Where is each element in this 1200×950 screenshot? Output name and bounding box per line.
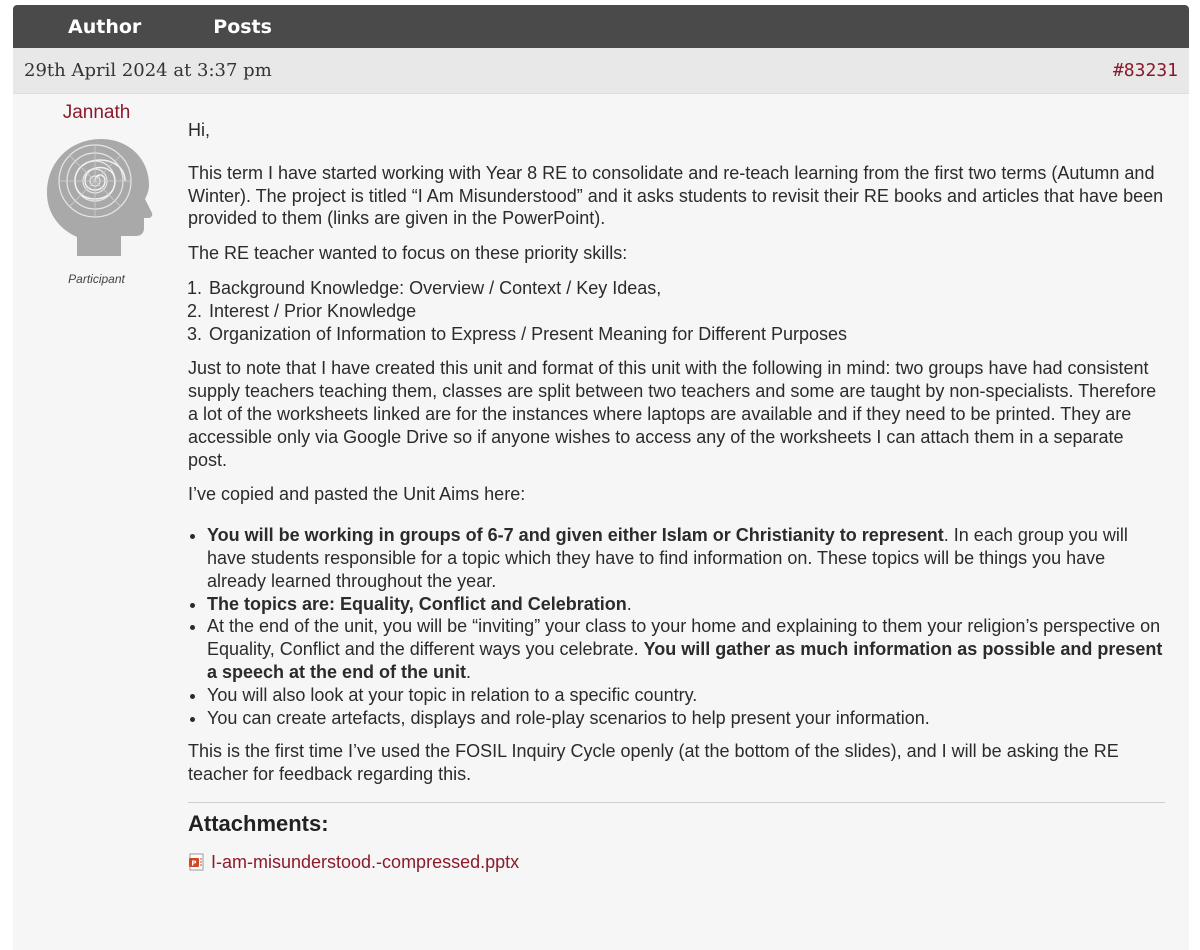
aim-bold: The topics are: Equality, Conflict and Celebration — [207, 593, 627, 614]
list-item: 3. Organization of Information to Express / Present Meaning for Different Purposes — [207, 323, 1166, 346]
aim-text: . — [466, 661, 472, 682]
copied-text: I’ve copied and pasted the Unit Aims here: — [188, 484, 526, 505]
attachment-link[interactable]: I-am-misunderstood.-compressed.pptx — [211, 851, 520, 872]
post-header — [13, 48, 1189, 94]
avatar[interactable] — [41, 133, 153, 258]
forum-thread — [13, 5, 1189, 950]
list-item — [207, 615, 1166, 683]
aim-text: . In each group you will have students responsible for a topic which they have to find information on. These topics will be things you have already learned throughout the year. — [207, 525, 1128, 591]
post-content — [188, 94, 1166, 874]
post-date: 29th April 2024 at 3:37 pm — [24, 60, 272, 81]
attachments-heading: Attachments: — [188, 810, 329, 836]
list-item: • You will also look at your topic in relation to a specific country. — [207, 684, 1166, 707]
list-item — [207, 524, 1166, 592]
skills-intro: The RE teacher wanted to focus on these priority skills: — [188, 243, 628, 264]
unit-aims-list — [188, 524, 1166, 729]
list-item — [207, 593, 1166, 616]
aim-bold: You will gather as much information as possible and present a speech at the end of the unit — [207, 639, 1163, 682]
list-item: 2. Interest / Prior Knowledge — [207, 300, 1166, 323]
list-item: • You can create artefacts, displays and role-play scenarios to help present your information. — [207, 707, 1166, 730]
skills-list — [188, 277, 1166, 345]
author-role: Participant — [68, 272, 125, 286]
posts-column-header: Posts — [213, 15, 272, 38]
powerpoint-file-icon — [188, 853, 206, 871]
final-paragraph: This is the first time I’ve used the FOSIL Inquiry Cycle openly (at the bottom of the slides), and I will be asking the RE teacher for feedback regarding this. — [188, 741, 1119, 785]
intro-paragraph: This term I have started working with Year 8 RE to consolidate and re-teach learning from the first two terms (Autumn and Winter). The project is titled “I Am Misunderstood” and it asks students to revisit their RE books and articles that have been provided to them (links are given in the PowerPoint). — [188, 162, 1164, 229]
svg-text:P: P — [191, 859, 197, 868]
aim-text: . — [626, 593, 632, 614]
aim-text: At the end of the unit, you will be “inviting” your class to your home and explaining to them your religion’s perspective on Equality, Conflict and the different ways you celebrate. — [207, 616, 1161, 660]
author-info — [13, 94, 180, 286]
note-paragraph: Just to note that I have created this unit and format of this unit with the following in mind: two groups have had consistent supply teachers teaching them, classes are split between two teachers and some are taught by non-specialists. Therefore a lot of the worksheets linked are for the instances where laptops are available and if they need to be printed. They are accessible only via Google Drive so if anyone wishes to access any of the worksheets I can attach them in a separate post. — [188, 358, 1157, 470]
divider — [188, 802, 1165, 803]
greeting-text: Hi, — [188, 120, 210, 140]
table-header — [13, 5, 1189, 48]
list-item: 1. Background Knowledge: Overview / Context / Key Ideas, — [207, 277, 1166, 300]
post-permalink[interactable]: #83231 — [1112, 60, 1178, 81]
author-column-header: Author — [68, 15, 142, 38]
author-name-link[interactable]: Jannath — [62, 102, 131, 123]
aim-bold: You will be working in groups of 6-7 and given either Islam or Christianity to represent — [207, 525, 944, 546]
attachment-item — [188, 851, 1166, 874]
